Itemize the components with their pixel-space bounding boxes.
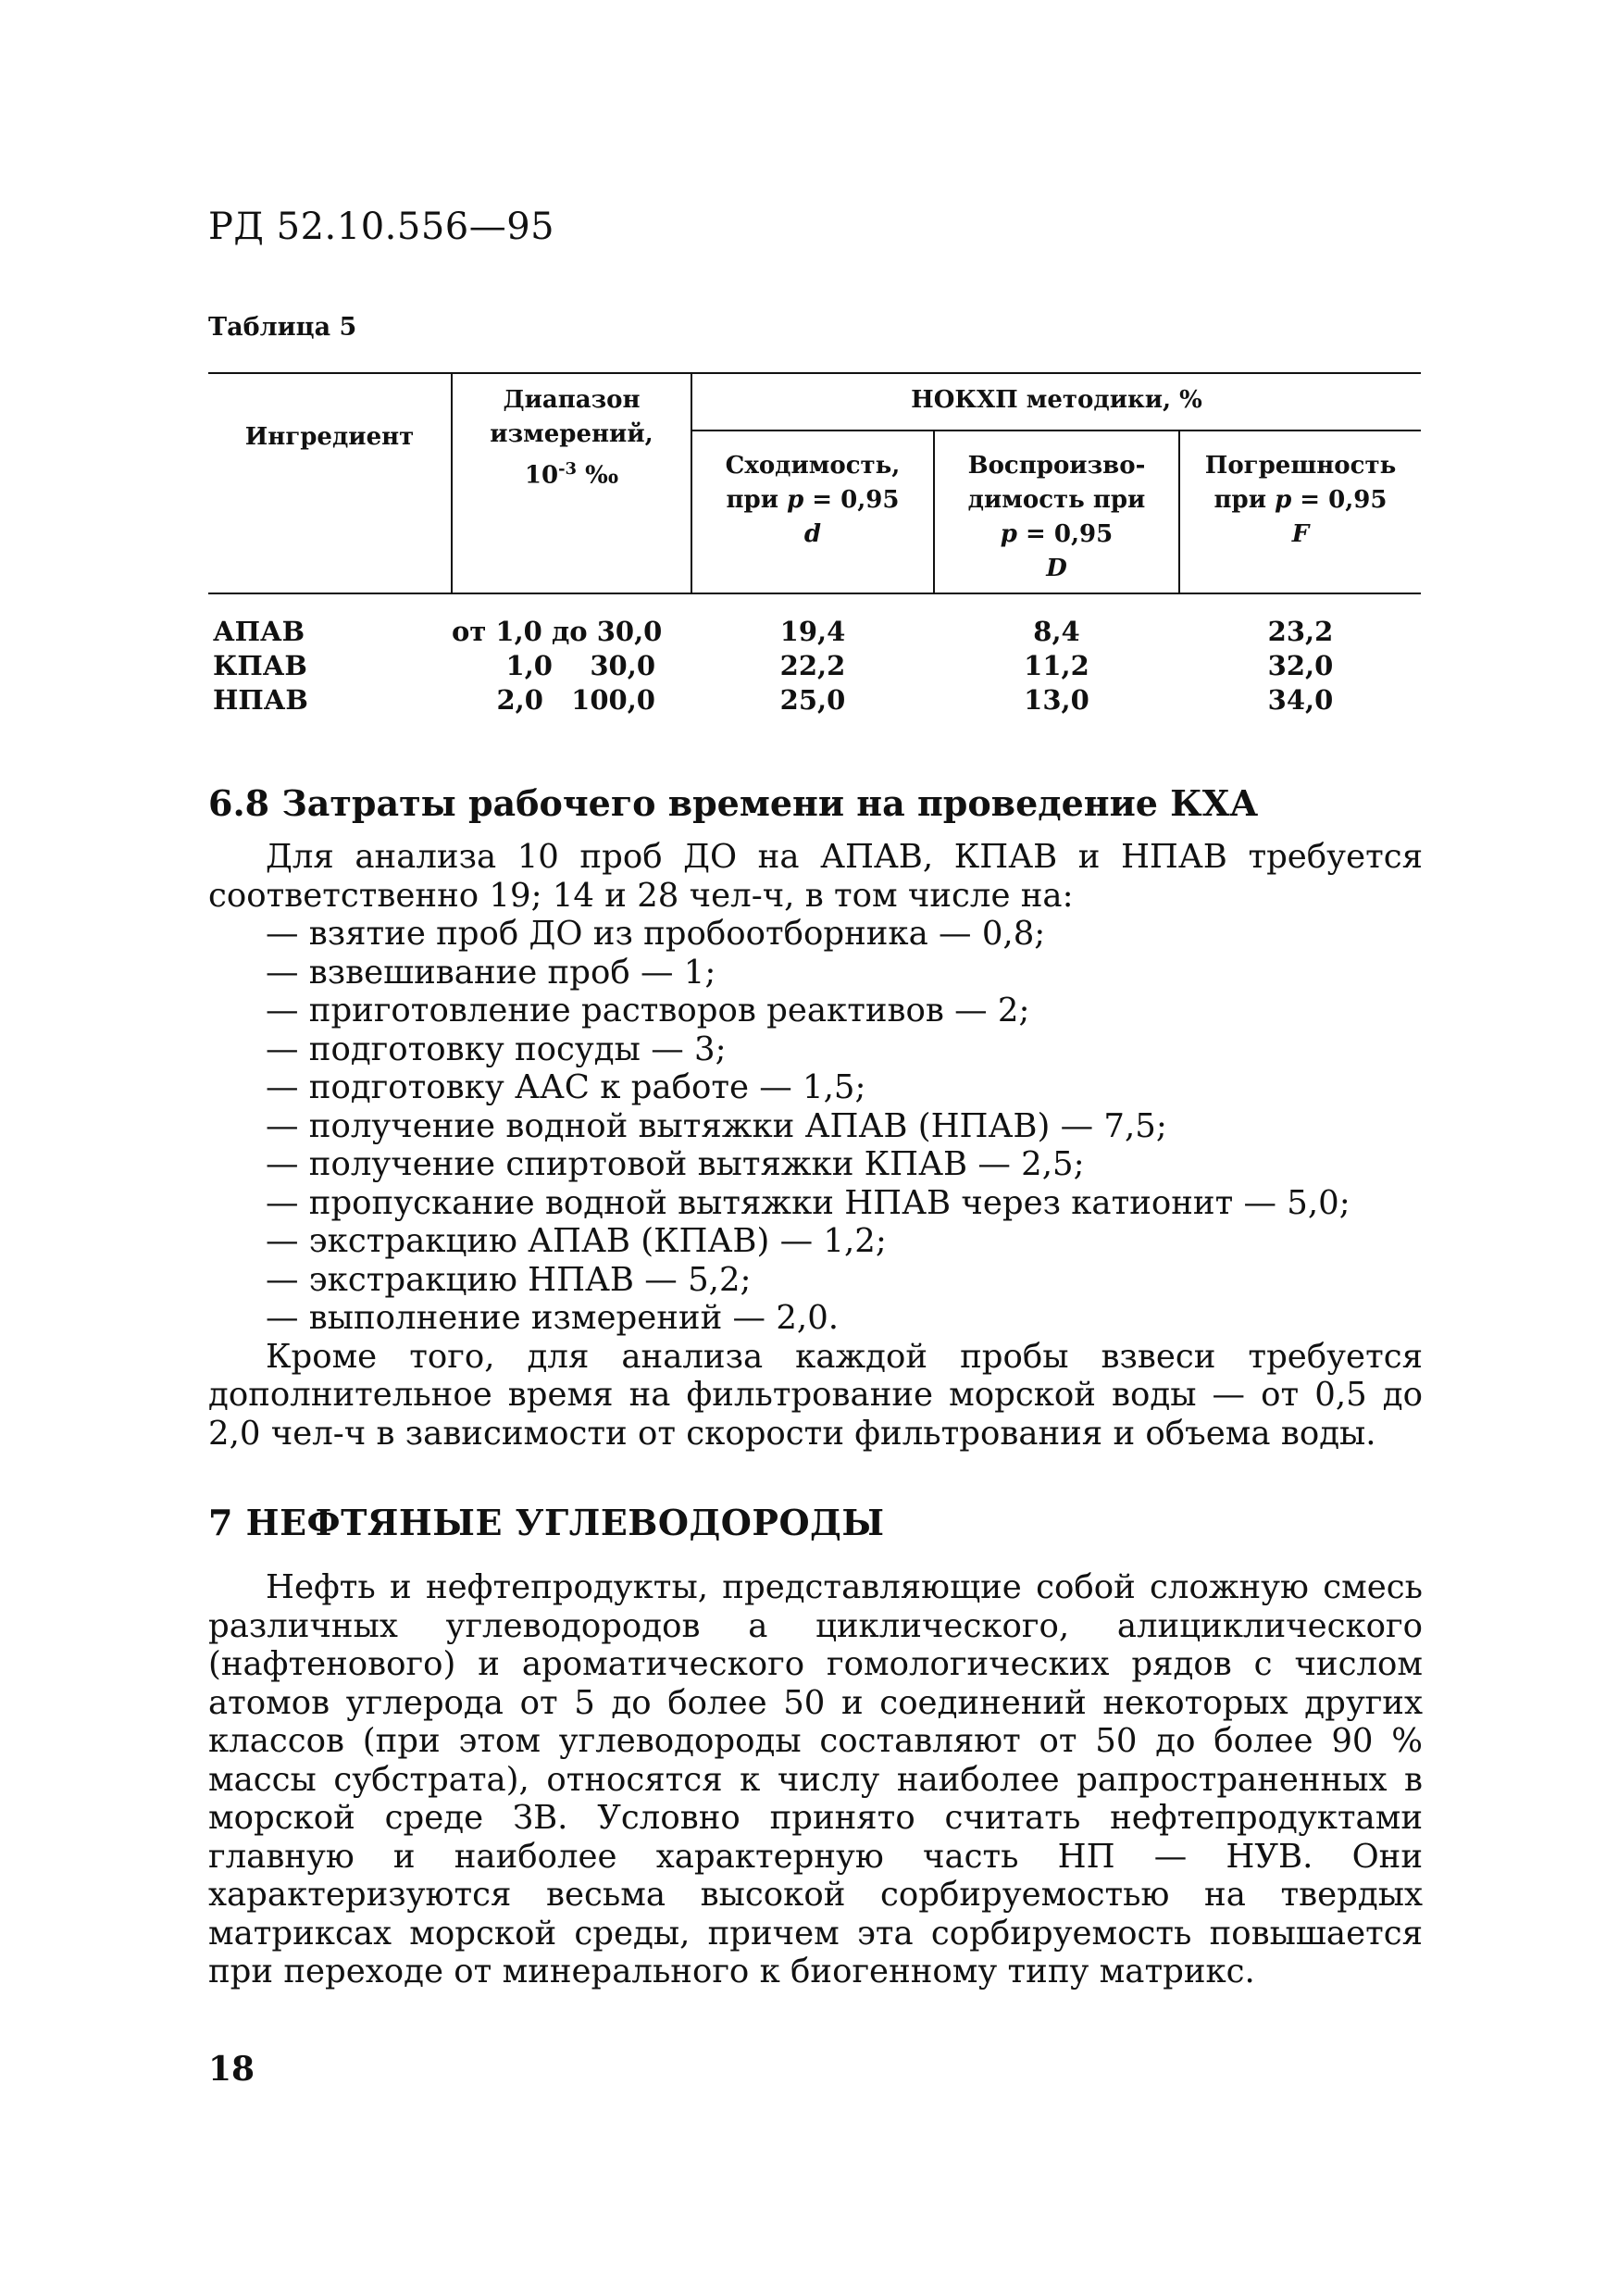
row-F: 23,2 (1267, 616, 1334, 647)
header-d-prob: = 0,95 (803, 486, 900, 514)
list-item: — экстракцию АПАВ (КПАВ) — 1,2; (266, 1222, 887, 1260)
row-ingredient: АПАВ (213, 616, 305, 647)
section-6-8-intro: Для анализа 10 проб ДО на АПАВ, КПАВ и НПАВ требуется соответственно 19; 14 и 28 чел-ч, в том числе на: (208, 838, 1423, 915)
document-code: РД 52.10.556—95 (208, 206, 555, 248)
row-D: 8,4 (1033, 616, 1080, 647)
header-d-p: p (787, 486, 804, 514)
header-d-line1: Сходимость, (725, 452, 901, 480)
section-6-8-outro: Кроме того, для анализа каждой пробы взвеси требуется дополнительное время на фильтрование морской воды — от 0,5 до 2,0 чел-ч в зависимости от скорости фильтрования и объема воды. (208, 1337, 1423, 1453)
header-range (453, 383, 691, 493)
section-6-8-body (208, 838, 1423, 1453)
row-ingredient: НПАВ (213, 684, 308, 716)
header-D-line3 (935, 518, 1178, 552)
header-d-at: при (726, 486, 788, 514)
row-D: 11,2 (1024, 650, 1089, 681)
list-item: — подготовку посуды — 3; (266, 1029, 727, 1068)
list-item: — взвешивание проб — 1; (266, 953, 716, 992)
section-7-text: Нефть и нефтепродукты, представляющие собой сложную смесь различных углеводородов а циклического, алициклического (нафтенового) и ароматического гомологических рядов с числом атомов углерода от 5 до более 50 и соединений некоторых других классов (при этом углеводороды составляют от 50 до более 90 % массы субстрата), относятся к числу наиболее рапространенных в морской среде ЗВ. Условно принято считать нефтепродуктами главную и наиболее характерную часть НП — НУВ. Они характеризуются весьма высокой сорбируемостью на твердых матриксах морской среды, причем эта сорбируемость повышается при переходе от минерального к биогенному типу матрикс. (208, 1568, 1423, 1990)
table-group-rule (692, 430, 1421, 431)
header-group: НОКХП методики, % (911, 386, 1202, 414)
list-item: — экстракцию НПАВ — 5,2; (266, 1260, 752, 1299)
header-D-p: p (1000, 520, 1017, 548)
header-range-base: 10 (524, 461, 559, 490)
section-7-body (208, 1568, 1423, 1991)
header-range-line2: измерений, (490, 420, 653, 448)
header-F-line1: Погрешность (1204, 452, 1397, 480)
row-d: 25,0 (779, 684, 846, 716)
row-range: 2,0 100,0 (496, 684, 655, 716)
header-F-p: p (1275, 486, 1292, 514)
header-F-line2 (1180, 483, 1421, 518)
time-cost-list (208, 915, 1423, 1338)
header-error (1180, 449, 1421, 552)
list-item: — приготовление растворов реактивов — 2; (266, 992, 1030, 1029)
header-D-symbol: D (1046, 555, 1067, 582)
header-D-line2: димость при (967, 486, 1146, 514)
row-d: 22,2 (779, 650, 846, 681)
row-d: 19,4 (779, 616, 846, 647)
header-F-symbol: F (1291, 520, 1310, 548)
header-range-permille: ‰ (577, 461, 619, 490)
header-d-line2 (692, 483, 933, 518)
list-item: — получение водной вытяжки АПАВ (НПАВ) — 7,5; (266, 1106, 1167, 1145)
header-D-line1: Воспроизво- (967, 452, 1146, 480)
header-F-prob: = 0,95 (1291, 486, 1388, 514)
header-ingredient: Ингредиент (244, 423, 415, 451)
header-range-exponent: -3 (558, 459, 578, 479)
row-range: от 1,0 до 30,0 (452, 616, 663, 647)
row-F: 32,0 (1267, 650, 1334, 681)
header-range-line1: Диапазон (503, 386, 641, 414)
row-D: 13,0 (1024, 684, 1089, 716)
list-item: — взятие проб ДО из пробоотборника — 0,8; (266, 915, 1046, 953)
table-5 (208, 372, 1421, 594)
section-6-8-heading: 6.8 Затраты рабочего времени на проведение КХА (208, 782, 1259, 824)
header-D-prob: = 0,95 (1016, 520, 1114, 548)
header-d-symbol: d (803, 520, 822, 548)
table-top-rule (208, 372, 1421, 374)
page-number: 18 (208, 2050, 255, 2089)
table-caption: Таблица 5 (208, 313, 357, 342)
row-ingredient: КПАВ (213, 650, 307, 681)
list-item: — подготовку ААС к работе — 1,5; (266, 1068, 866, 1106)
list-item: — выполнение измерений — 2,0. (266, 1299, 840, 1337)
header-reproducibility (935, 449, 1178, 586)
table-header-bottom-rule (208, 593, 1421, 594)
section-7-heading: 7 НЕФТЯНЫЕ УГЛЕВОДОРОДЫ (208, 1502, 885, 1543)
header-range-unit (453, 452, 691, 493)
row-F: 34,0 (1267, 684, 1334, 716)
list-item: — получение спиртовой вытяжки КПАВ — 2,5; (266, 1145, 1085, 1183)
header-repeatability (692, 449, 933, 552)
header-F-at: при (1214, 486, 1276, 514)
row-range: 1,0 30,0 (505, 650, 655, 681)
list-item: — пропускание водной вытяжки НПАВ через катионит — 5,0; (266, 1183, 1350, 1222)
